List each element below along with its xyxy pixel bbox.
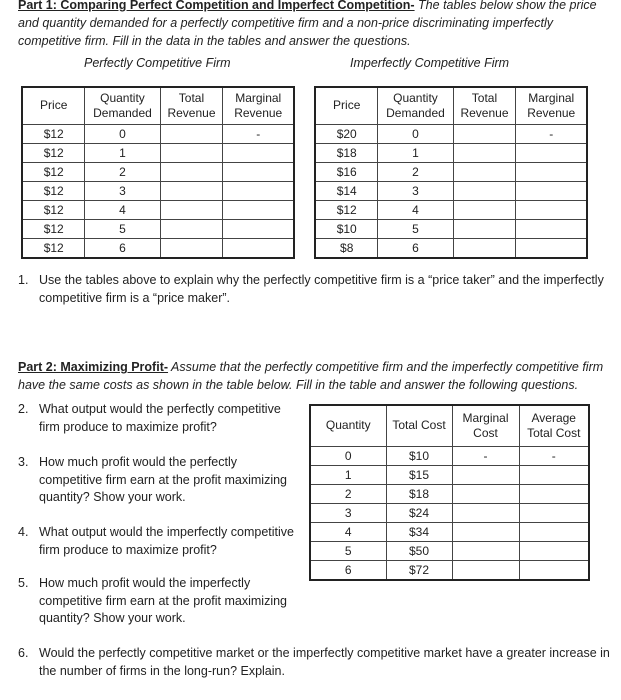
- blank-answer-cell[interactable]: [160, 181, 223, 200]
- table-cell: $10: [386, 446, 452, 465]
- table-cell: $12: [22, 143, 85, 162]
- table-cell: $10: [315, 219, 378, 238]
- table-cell: -: [223, 124, 294, 143]
- table-row: [22, 238, 294, 258]
- table-cell: 0: [310, 446, 386, 465]
- question-3: [18, 454, 298, 510]
- cost-table-header: [310, 405, 589, 446]
- table-cell: -: [519, 446, 589, 465]
- blank-answer-cell[interactable]: [452, 503, 519, 522]
- table-cell: 3: [85, 181, 160, 200]
- blank-answer-cell[interactable]: [452, 465, 519, 484]
- table-cell: 2: [85, 162, 160, 181]
- table-cell: $12: [22, 238, 85, 258]
- table-cell: 1: [310, 465, 386, 484]
- table-row: [310, 503, 589, 522]
- question-text: Would the perfectly competitive market or the imperfectly competitive market have a greater increase in the number of firms in the long-run? Explain.: [39, 646, 610, 678]
- blank-answer-cell[interactable]: [453, 219, 516, 238]
- blank-answer-cell[interactable]: [160, 219, 223, 238]
- table-cell: 6: [378, 238, 453, 258]
- table-cell: $15: [386, 465, 452, 484]
- blank-answer-cell[interactable]: [452, 484, 519, 503]
- question-6: [18, 645, 620, 685]
- table-cell: $34: [386, 522, 452, 541]
- table-row: [315, 162, 587, 181]
- blank-answer-cell[interactable]: [160, 143, 223, 162]
- table-cell: $12: [22, 124, 85, 143]
- table-cell: $16: [315, 162, 378, 181]
- blank-answer-cell[interactable]: [516, 238, 587, 258]
- table-row: [315, 219, 587, 238]
- table-row: [310, 541, 589, 560]
- blank-answer-cell[interactable]: [453, 238, 516, 258]
- table-cell: $24: [386, 503, 452, 522]
- table-cell: 4: [378, 200, 453, 219]
- blank-answer-cell[interactable]: [519, 522, 589, 541]
- blank-answer-cell[interactable]: [453, 181, 516, 200]
- blank-answer-cell[interactable]: [223, 162, 294, 181]
- column-header: Marginal Cost: [452, 405, 519, 446]
- question-text: What output would the imperfectly competitive firm produce to maximize profit?: [39, 525, 294, 557]
- part1-title: Part 1: Comparing Perfect Competition and Imperfect Competition-: [18, 0, 415, 12]
- blank-answer-cell[interactable]: [452, 522, 519, 541]
- table-row: [310, 465, 589, 484]
- table-cell: $12: [22, 162, 85, 181]
- table-row: [22, 124, 294, 143]
- table-cell: $8: [315, 238, 378, 258]
- table-cell: 1: [85, 143, 160, 162]
- table-row: [22, 200, 294, 219]
- table-row: [22, 219, 294, 238]
- table-row: [310, 560, 589, 580]
- question-text: How much profit would the imperfectly competitive firm earn at the profit maximizing quantity? Show your work.: [39, 576, 288, 625]
- table-cell: 4: [310, 522, 386, 541]
- table-cell: $20: [315, 124, 378, 143]
- part1-instructions: [18, 0, 614, 50]
- ic-table-header: [315, 87, 587, 124]
- blank-answer-cell[interactable]: [453, 162, 516, 181]
- table-cell: $18: [315, 143, 378, 162]
- table-row: [315, 124, 587, 143]
- pc-table-caption: Perfectly Competitive Firm: [84, 56, 231, 70]
- question-number: 3.: [18, 455, 29, 469]
- part2-description: Assume that the perfectly competitive firm and the imperfectly competitive firm have the same costs as shown in the table below. Fill in the table and answer the following questions.: [18, 360, 604, 392]
- blank-answer-cell[interactable]: [452, 541, 519, 560]
- blank-answer-cell[interactable]: [453, 200, 516, 219]
- blank-answer-cell[interactable]: [516, 181, 587, 200]
- column-header: Total Cost: [386, 405, 452, 446]
- blank-answer-cell[interactable]: [160, 200, 223, 219]
- column-header: Quantity: [310, 405, 386, 446]
- part2-title: Part 2: Maximizing Profit-: [18, 360, 169, 374]
- table-cell: 4: [85, 200, 160, 219]
- table-cell: $18: [386, 484, 452, 503]
- blank-answer-cell[interactable]: [453, 124, 516, 143]
- column-header: Marginal Revenue: [223, 87, 294, 124]
- blank-answer-cell[interactable]: [516, 200, 587, 219]
- table-cell: $12: [315, 200, 378, 219]
- blank-answer-cell[interactable]: [519, 560, 589, 580]
- table-row: [22, 162, 294, 181]
- table-row: [22, 143, 294, 162]
- blank-answer-cell[interactable]: [519, 484, 589, 503]
- part1-description: The tables below show the price and quantity demanded for a perfectly competitive firm and a non-price discriminating imperfectly competitive firm. Fill in the data in the tables and answer the questions.: [18, 0, 597, 48]
- blank-answer-cell[interactable]: [223, 200, 294, 219]
- blank-answer-cell[interactable]: [519, 503, 589, 522]
- table-cell: $50: [386, 541, 452, 560]
- table-cell: 0: [85, 124, 160, 143]
- table-row: [22, 181, 294, 200]
- blank-answer-cell[interactable]: [223, 219, 294, 238]
- table-cell: 0: [378, 124, 453, 143]
- table-cell: $12: [22, 200, 85, 219]
- question-number: 6.: [18, 646, 29, 660]
- table-cell: 6: [310, 560, 386, 580]
- blank-answer-cell[interactable]: [516, 162, 587, 181]
- table-cell: 3: [378, 181, 453, 200]
- column-header: Average Total Cost: [519, 405, 589, 446]
- blank-answer-cell[interactable]: [223, 143, 294, 162]
- column-header: Price: [22, 87, 85, 124]
- table-row: [315, 181, 587, 200]
- column-header: Marginal Revenue: [516, 87, 587, 124]
- table-row: [315, 238, 587, 258]
- question-number: 5.: [18, 576, 29, 590]
- question-number: 4.: [18, 525, 29, 539]
- question-text: Use the tables above to explain why the perfectly competitive firm is a “price taker” and the imperfectly competitive firm is a “price maker”.: [39, 273, 604, 305]
- table-cell: 1: [378, 143, 453, 162]
- table-row: [315, 200, 587, 219]
- table-row: [315, 143, 587, 162]
- blank-answer-cell[interactable]: [519, 541, 589, 560]
- table-cell: 2: [378, 162, 453, 181]
- column-header: Total Revenue: [453, 87, 516, 124]
- question-5: [18, 575, 298, 631]
- table-cell: 5: [85, 219, 160, 238]
- table-cell: $72: [386, 560, 452, 580]
- table-cell: $14: [315, 181, 378, 200]
- blank-answer-cell[interactable]: [516, 143, 587, 162]
- ic-table-caption: Imperfectly Competitive Firm: [350, 56, 510, 70]
- blank-answer-cell[interactable]: [223, 238, 294, 258]
- table-cell: 5: [310, 541, 386, 560]
- blank-answer-cell[interactable]: [519, 465, 589, 484]
- table-cell: $12: [22, 181, 85, 200]
- question-1: [18, 272, 618, 312]
- table-cell: -: [516, 124, 587, 143]
- question-2: [18, 401, 293, 441]
- blank-answer-cell[interactable]: [160, 124, 223, 143]
- question-text: How much profit would the perfectly competitive firm earn at the profit maximizing quantity? Show your work.: [39, 455, 288, 504]
- table-cell: $12: [22, 219, 85, 238]
- question-number: 2.: [18, 402, 29, 416]
- blank-answer-cell[interactable]: [516, 219, 587, 238]
- blank-answer-cell[interactable]: [223, 181, 294, 200]
- table-row: [310, 446, 589, 465]
- question-number: 1.: [18, 273, 29, 287]
- table-row: [310, 484, 589, 503]
- column-header: Total Revenue: [160, 87, 223, 124]
- column-header: Quantity Demanded: [378, 87, 453, 124]
- blank-answer-cell[interactable]: [453, 143, 516, 162]
- table-row: [310, 522, 589, 541]
- blank-answer-cell[interactable]: [160, 162, 223, 181]
- question-text: What output would the perfectly competitive firm produce to maximize profit?: [39, 402, 281, 434]
- question-4: [18, 524, 298, 564]
- table-cell: -: [452, 446, 519, 465]
- column-header: Quantity Demanded: [85, 87, 160, 124]
- part2-instructions: [18, 359, 618, 394]
- table-cell: 3: [310, 503, 386, 522]
- pc-table-header: [22, 87, 294, 124]
- blank-answer-cell[interactable]: [160, 238, 223, 258]
- cost-table: [309, 404, 590, 581]
- ic-table: [314, 86, 588, 259]
- pc-table: [21, 86, 295, 259]
- blank-answer-cell[interactable]: [452, 560, 519, 580]
- table-cell: 6: [85, 238, 160, 258]
- table-cell: 5: [378, 219, 453, 238]
- table-cell: 2: [310, 484, 386, 503]
- column-header: Price: [315, 87, 378, 124]
